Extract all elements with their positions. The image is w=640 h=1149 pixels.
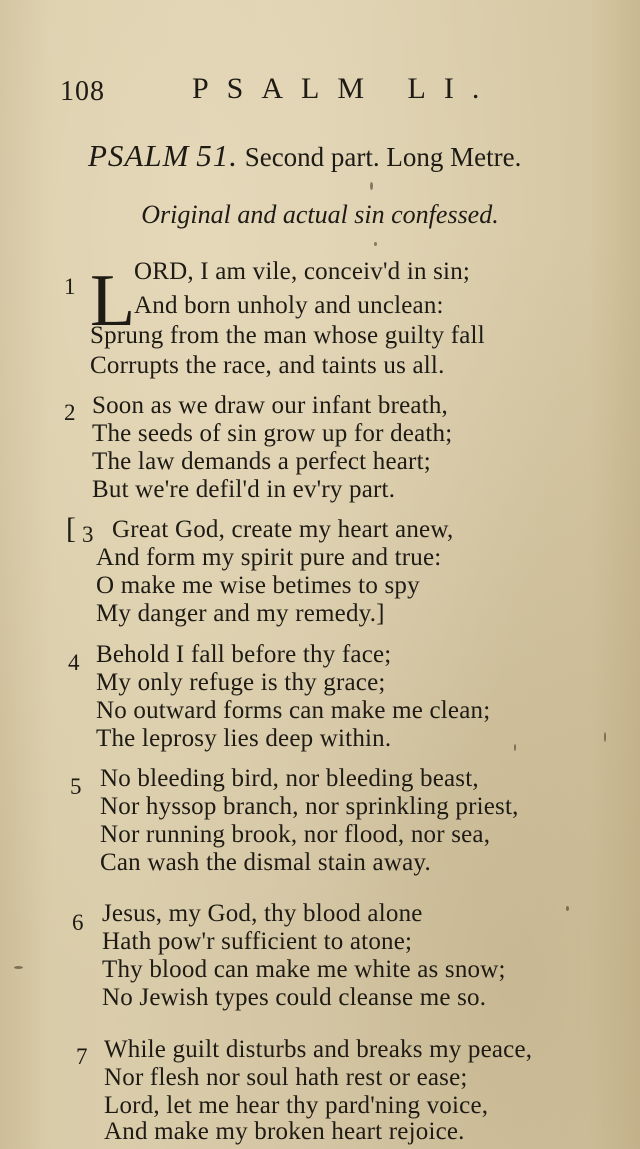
verse-line: Sprung from the man whose guilty fall xyxy=(90,322,485,349)
stanza-number: 3 xyxy=(82,522,94,547)
verse-line: The seeds of sin grow up for death; xyxy=(92,420,453,447)
paper-speck xyxy=(566,906,569,911)
verse-line: Jesus, my God, thy blood alone xyxy=(102,900,423,927)
psalm-label: PSALM xyxy=(88,138,190,173)
verse-line: Great God, create my heart anew, xyxy=(112,516,454,543)
verse-line: Hath pow'r sufficient to atone; xyxy=(102,928,413,955)
verse-line: My only refuge is thy grace; xyxy=(96,669,386,696)
psalm-subtitle: Original and actual sin confessed. xyxy=(141,200,499,229)
verse-line: My danger and my remedy.] xyxy=(96,600,385,627)
verse-line: Lord, let me hear thy pard'ning voice, xyxy=(104,1092,489,1119)
psalm-part: Second part. Long Metre. xyxy=(244,142,522,172)
page-number: 108 xyxy=(60,76,105,107)
verse-line: Can wash the dismal stain away. xyxy=(100,849,431,876)
stanza-number: 6 xyxy=(72,910,84,935)
drop-cap: L xyxy=(90,260,136,342)
open-bracket: [ xyxy=(66,512,76,545)
paper-speck xyxy=(14,966,23,969)
page-header xyxy=(0,72,640,112)
verse-line: While guilt disturbs and breaks my peace, xyxy=(104,1036,533,1063)
verse-line: Behold I fall before thy face; xyxy=(96,641,392,668)
running-head: PSALM LI. xyxy=(192,72,498,105)
verse-line: O make me wise betimes to spy xyxy=(96,572,420,599)
stanza-number: 5 xyxy=(70,774,82,799)
paper-speck xyxy=(514,744,516,751)
verse-line: Corrupts the race, and taints us all. xyxy=(90,352,445,379)
verse-line: Soon as we draw our infant breath, xyxy=(92,392,449,419)
stanza-number: 2 xyxy=(64,400,76,425)
verse-line: No Jewish types could cleanse me so. xyxy=(102,984,487,1011)
paper-speck xyxy=(604,732,606,742)
stanza-number: 1 xyxy=(64,274,76,299)
verse-line: The law demands a perfect heart; xyxy=(92,448,431,475)
verse-line: No bleeding bird, nor bleeding beast, xyxy=(100,765,479,792)
verse-line: ORD, I am vile, conceiv'd in sin; xyxy=(134,258,471,285)
verse-line: Nor hyssop branch, nor sprinkling priest, xyxy=(100,793,519,820)
paper-speck xyxy=(374,242,377,246)
verse-line: And form my spirit pure and true: xyxy=(96,544,442,571)
psalm-number: 51. xyxy=(196,138,238,173)
verse-line: Thy blood can make me white as snow; xyxy=(102,956,506,983)
verse-line: Nor running brook, nor flood, nor sea, xyxy=(100,821,491,848)
stanza-number: 4 xyxy=(68,650,80,675)
verse-line: And make my broken heart rejoice. xyxy=(104,1118,465,1145)
verse-line: No outward forms can make me clean; xyxy=(96,697,491,724)
verse-line: And born unholy and unclean: xyxy=(134,292,444,319)
verse-line: But we're defil'd in ev'ry part. xyxy=(92,476,396,503)
stanza-number: 7 xyxy=(76,1044,88,1069)
paper-speck xyxy=(370,182,373,190)
psalm-title xyxy=(88,138,521,174)
verse-line: Nor flesh nor soul hath rest or ease; xyxy=(104,1064,468,1091)
verse-line: The leprosy lies deep within. xyxy=(96,725,392,752)
